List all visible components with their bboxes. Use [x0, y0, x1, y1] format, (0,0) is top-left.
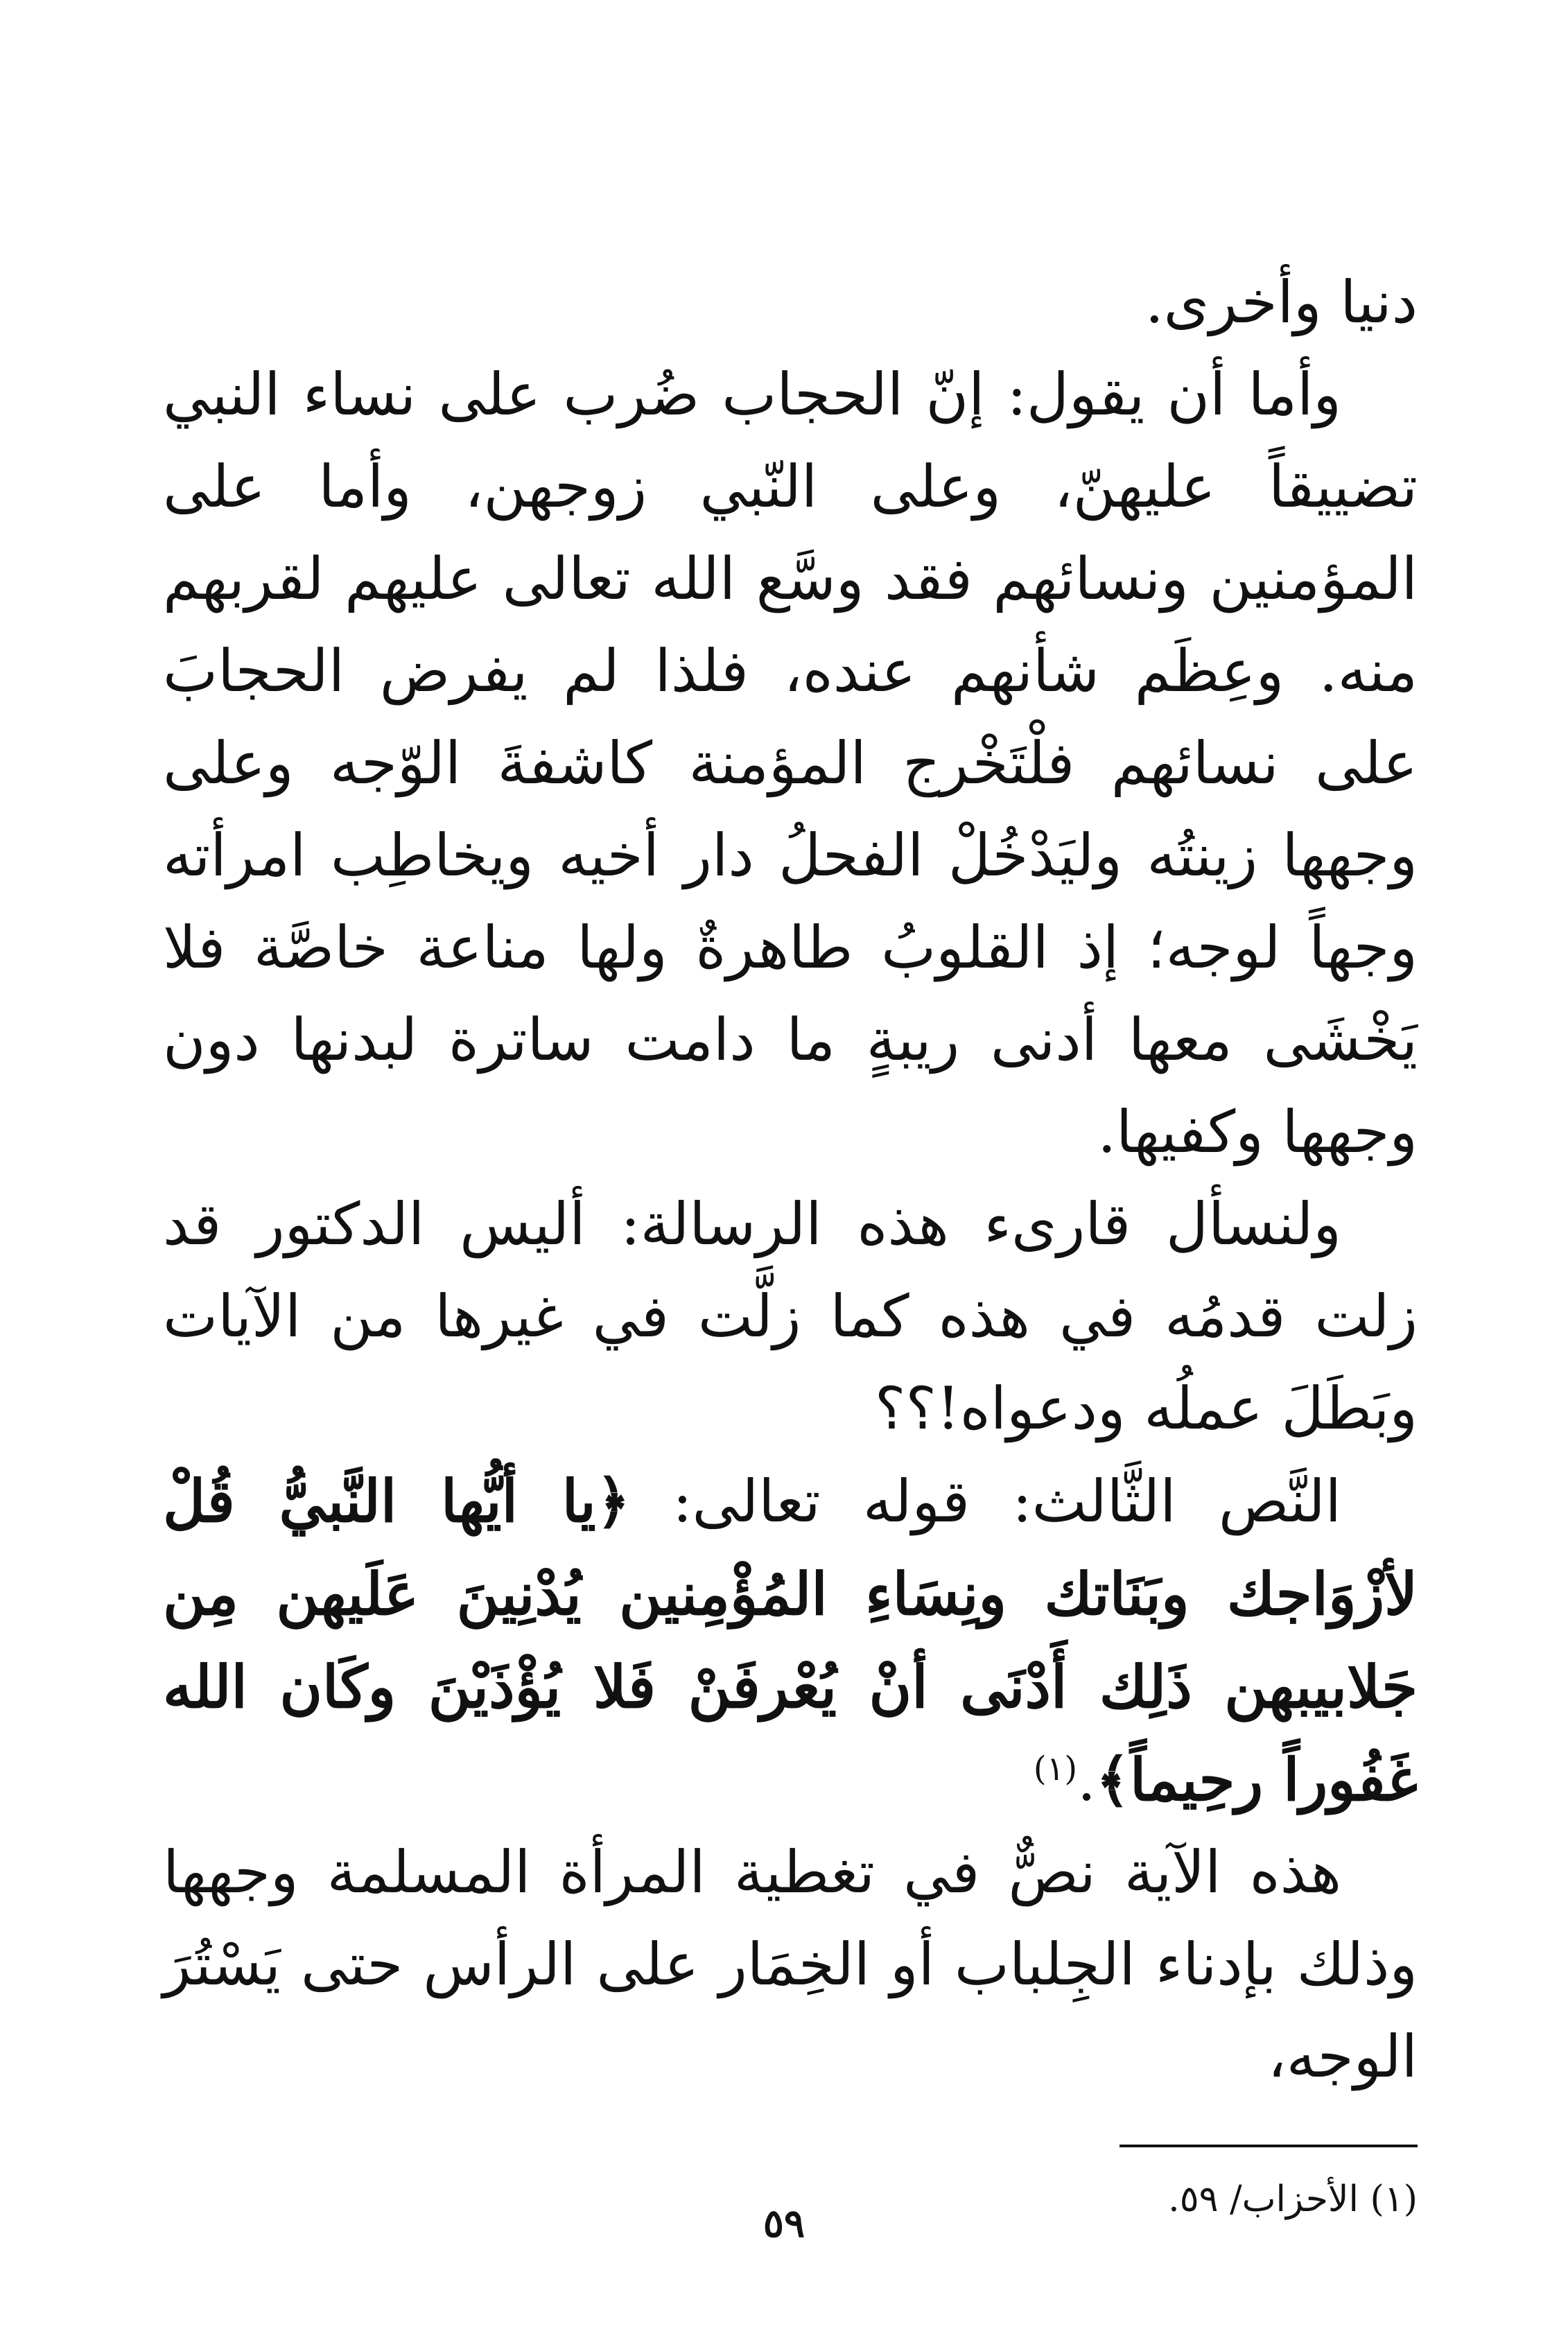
page-content — [163, 256, 1418, 2267]
paragraph-2: وأما أن يقول: إنّ الحجاب ضُرب على نساء النبي تضييقاً عليهنّ، وعلى النّبي زوجهن، وأما على المؤمنين ونسائهم فقد وسَّع الله تعالى عليهم لقربهم منه. وعِظَم شأنهم عنده، فلذا لم يفرض الحجابَ على نسائهم فلْتَخْرج المؤمنة كاشفةَ الوّجه وعلى وجهها زينتُه وليَدْخُلْ الفحلُ دار أخيه ويخاطِب امرأته وجهاً لوجه؛ إذ القلوبُ طاهرةٌ ولها مناعة خاصَّة فلا يَخْشَى معها أدنى ريبةٍ ما دامت ساترة لبدنها دون وجهها وكفيها. — [163, 360, 1418, 1166]
paragraph-4 — [163, 1455, 1418, 1826]
paragraph-5: هذه الآية نصٌّ في تغطية المرأة المسلمة وجهها وذلك بإدناء الجِلباب أو الخِمَار على الرأس حتى يَسْتُرَ الوجه، — [163, 1838, 1418, 2090]
footnote-divider — [1120, 2145, 1418, 2147]
paragraph-1: دنيا وأخرى. — [1144, 268, 1418, 336]
footnote: (١) الأحزاب/ ٥٩. — [1168, 2179, 1418, 2220]
paragraph-3: ولنسأل قارىء هذه الرسالة: أليس الدكتور قد زلت قدمُه في هذه كما زلَّت في غيرها من الآيات وبَطَلَ عملُه ودعواه!؟؟ — [163, 1190, 1418, 1442]
main-text — [163, 256, 1418, 2103]
paragraph-4-lead: النَّص الثَّالث: قوله تعالى: — [672, 1467, 1342, 1535]
page-number: ٥٩ — [763, 2201, 805, 2246]
paragraph-4-end: . — [1077, 1746, 1096, 1814]
footnote-reference: (١) — [1033, 1749, 1078, 1788]
quran-verse: ﴿يا أيُّها النَّبيُّ قُلْ لأزْوَاجك وبَنَاتك ونِسَاءِ المُؤْمِنين يُدْنِينَ عَلَيهن مِن جَلابيبهن ذَلِك أَدْنَى أنْ يُعْرفَنْ فَلا يُؤْذَيْنَ وكَان الله غَفُوراً رحِيماً﴾ — [163, 1467, 1418, 1814]
